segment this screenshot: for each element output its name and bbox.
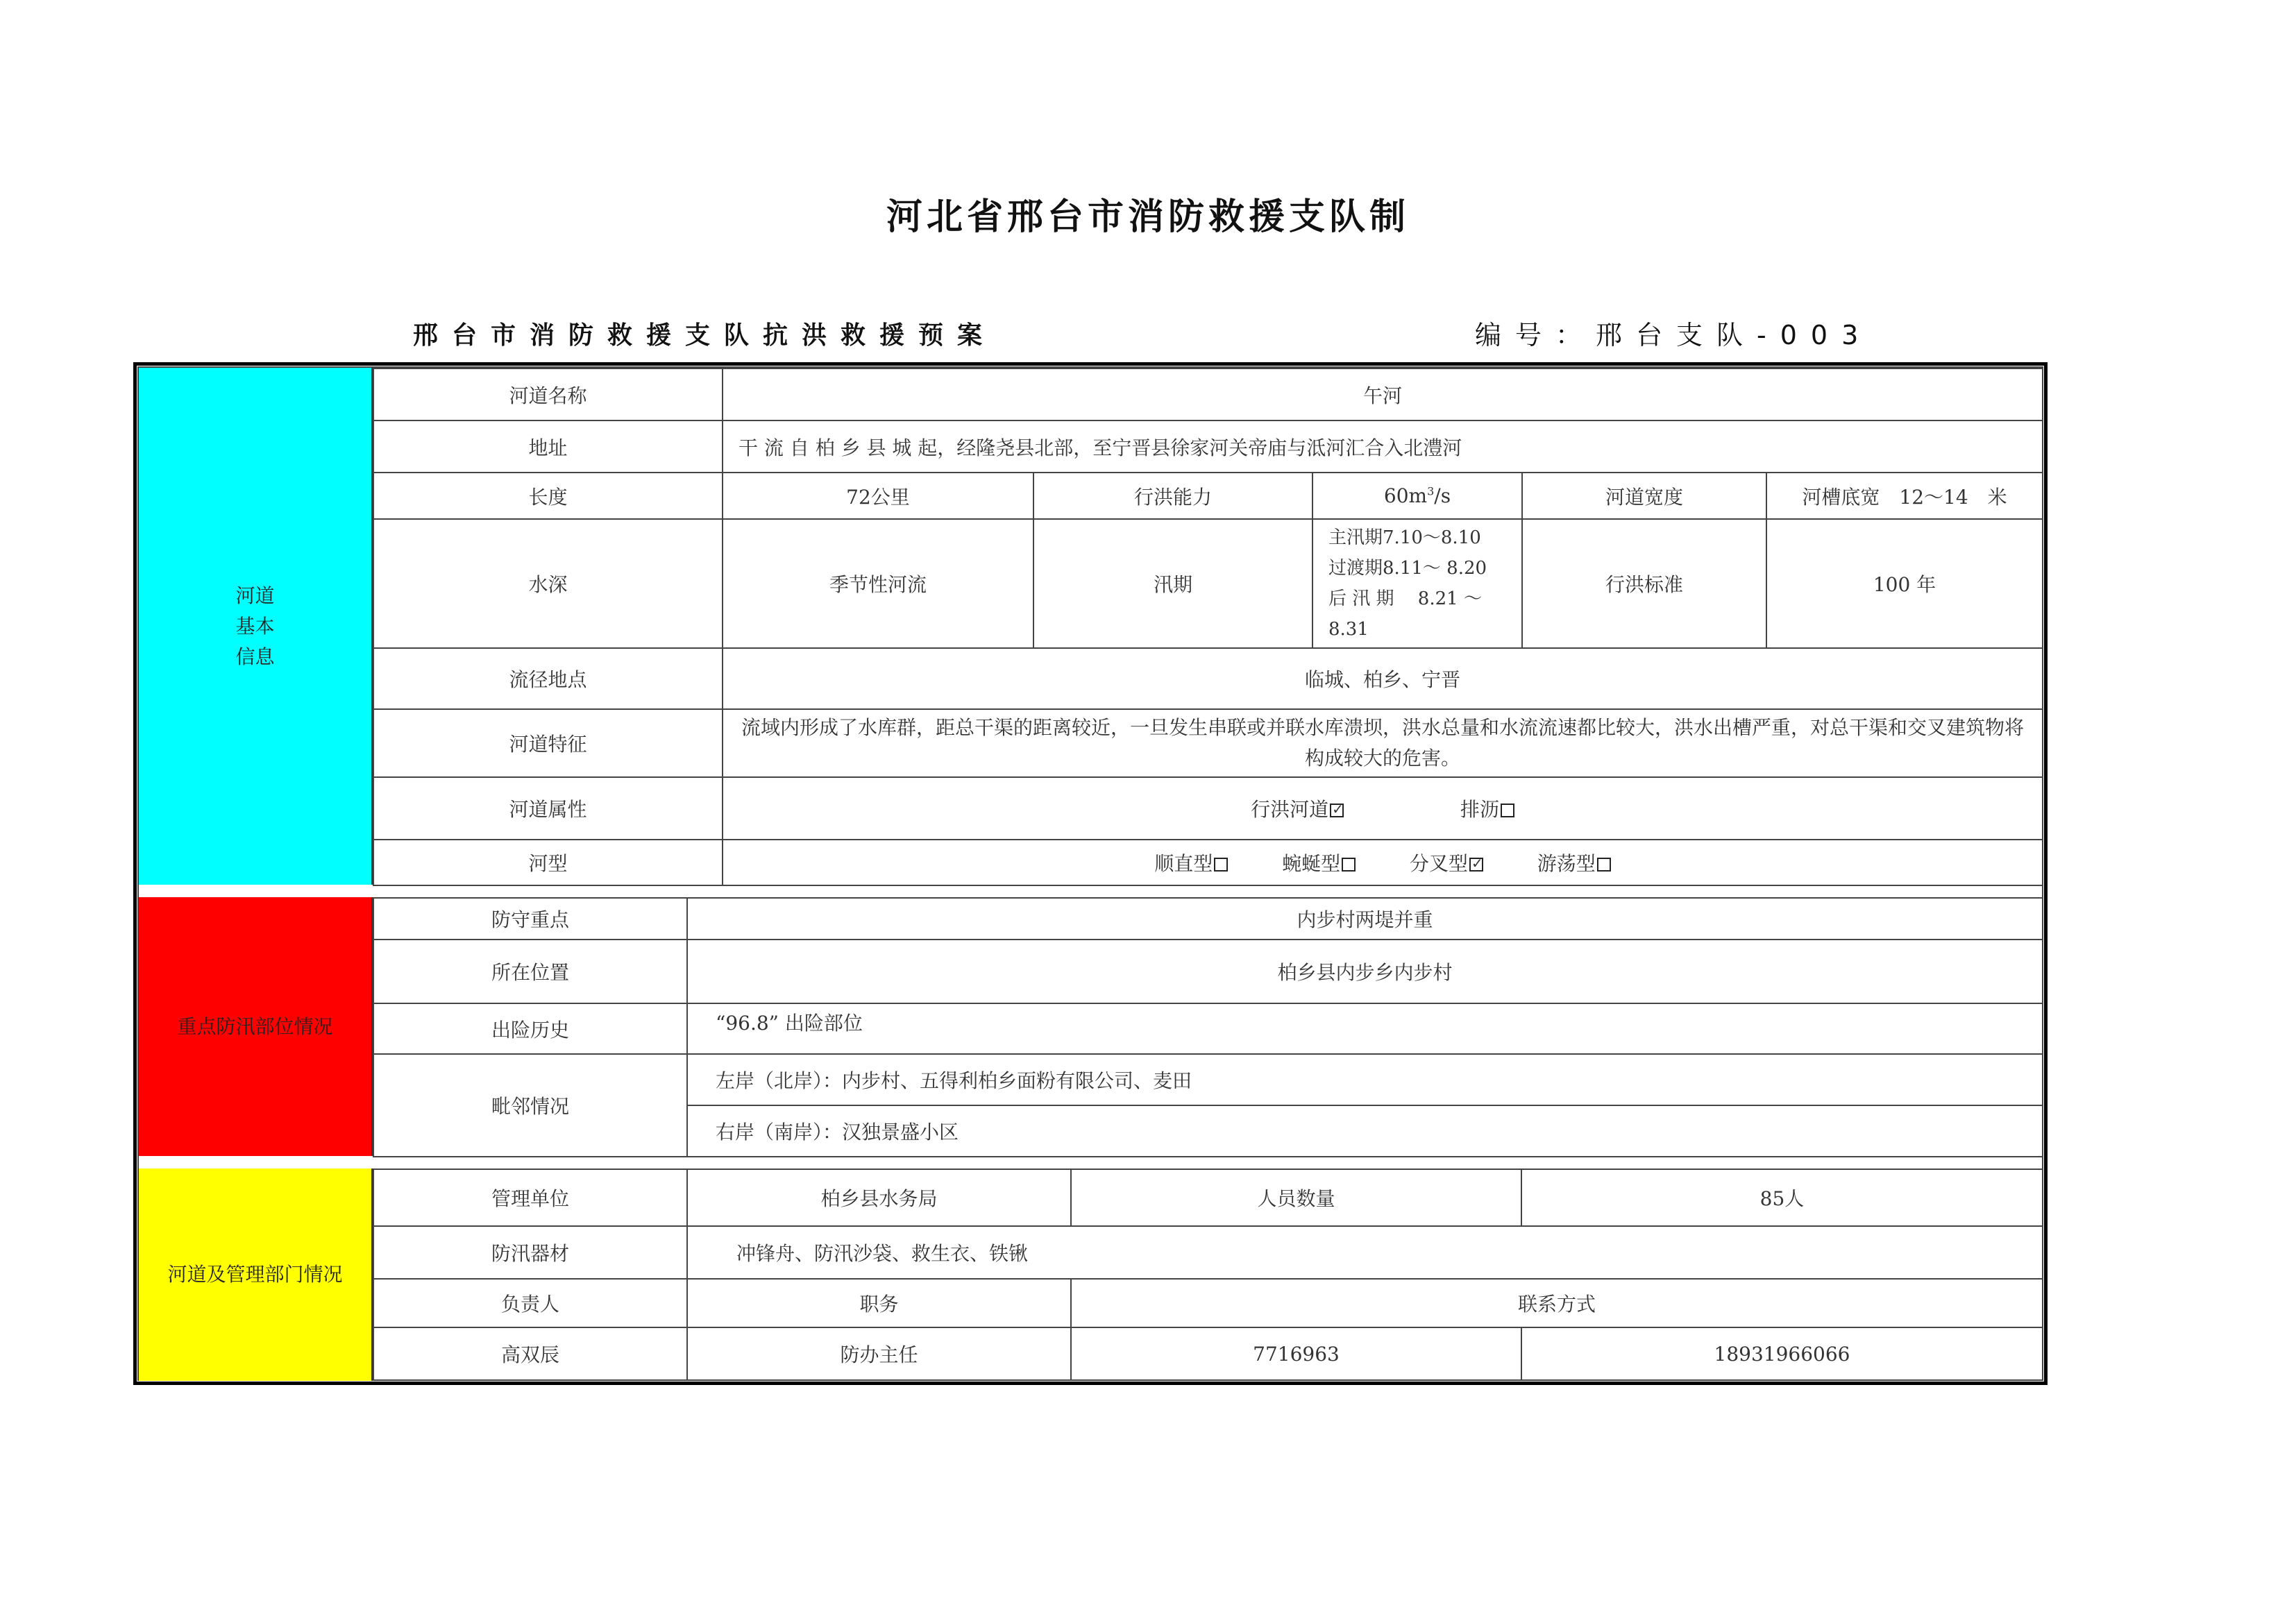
length-value: 72公里 xyxy=(723,473,1033,519)
table-row xyxy=(373,420,2043,473)
table-row xyxy=(373,777,2043,840)
equipment-label: 防汛器材 xyxy=(373,1226,687,1279)
table-row xyxy=(373,1003,2043,1054)
flood-period-value xyxy=(1312,519,1522,648)
capacity-superscript: 3 xyxy=(1427,484,1435,498)
position-label: 职务 xyxy=(687,1279,1071,1327)
capacity-value xyxy=(1312,473,1522,519)
table-row xyxy=(373,368,2043,420)
river-name-label: 河道名称 xyxy=(373,368,723,420)
flood-period-late: 后 汛 期 8.21 ～ xyxy=(1328,588,1482,609)
river-type-value xyxy=(723,840,2043,885)
attr-flood-channel-checkbox[interactable] xyxy=(1330,804,1344,817)
table-row xyxy=(373,709,2043,777)
table-row xyxy=(373,1054,2043,1105)
length-label: 长度 xyxy=(373,473,723,519)
staff-value: 85人 xyxy=(1521,1169,2043,1226)
table-row xyxy=(373,1226,2043,1279)
type-wander-checkbox[interactable] xyxy=(1597,858,1611,872)
table-row xyxy=(373,1169,2043,1226)
unit-value: 柏乡县水务局 xyxy=(687,1169,1071,1226)
phone1-value: 7716963 xyxy=(1071,1327,1521,1380)
type-straight-checkbox[interactable] xyxy=(1214,858,1228,872)
flood-period-late-end: 8.31 xyxy=(1328,619,1369,640)
contact-label: 联系方式 xyxy=(1071,1279,2043,1327)
capacity-label: 行洪能力 xyxy=(1033,473,1312,519)
type-branch-label: 分叉型 xyxy=(1409,852,1468,875)
address-value: 干 流 自 柏 乡 县 城 起，经隆尧县北部，至宁晋县徐家河关帝庙与泜河汇合入北澧河 xyxy=(723,420,2043,473)
document-title: 河北省邢台市消防救援支队制 xyxy=(886,196,1410,238)
river-basic-info-table xyxy=(373,368,2043,886)
attr-drainage-checkbox[interactable] xyxy=(1501,804,1514,817)
key-flood-sites-table xyxy=(373,897,2043,1157)
standard-label: 行洪标准 xyxy=(1522,519,1766,648)
flood-period-label: 汛期 xyxy=(1033,519,1312,648)
feature-value: 流域内形成了水库群，距总干渠的距离较近，一旦发生串联或并联水库溃坝，洪水总量和水流流速都比较大，洪水出槽严重，对总干渠和交叉建筑物将构成较大的危害。 xyxy=(723,709,2043,777)
category-basic-info-line2: 基本 xyxy=(235,614,275,638)
attr-flood-channel-label: 行洪河道 xyxy=(1251,798,1329,821)
route-label: 流径地点 xyxy=(373,648,723,709)
depth-label: 水深 xyxy=(373,519,723,648)
type-branch-checkbox[interactable] xyxy=(1469,858,1483,872)
category-basic-info xyxy=(139,368,373,885)
document-code: 编号：邢台支队-003 xyxy=(1475,320,1873,350)
attr-drainage-label: 排沥 xyxy=(1460,798,1499,821)
table-row xyxy=(373,840,2043,885)
table-row xyxy=(373,1279,2043,1327)
category-management: 河道及管理部门情况 xyxy=(139,1169,373,1381)
depth-value: 季节性河流 xyxy=(723,519,1033,648)
attr-value xyxy=(723,777,2043,840)
phone2-value: 18931966066 xyxy=(1521,1327,2043,1380)
width-value: 河槽底宽 12～14 米 xyxy=(1766,473,2043,519)
focus-value: 内步村两堤并重 xyxy=(687,898,2043,940)
type-straight-label: 顺直型 xyxy=(1154,852,1213,875)
category-key-flood-sites: 重点防汛部位情况 xyxy=(139,897,373,1156)
history-label: 出险历史 xyxy=(373,1003,687,1054)
width-label: 河道宽度 xyxy=(1522,473,1766,519)
table-row xyxy=(373,473,2043,519)
type-meander-label: 蜿蜒型 xyxy=(1282,852,1341,875)
address-label: 地址 xyxy=(373,420,723,473)
neighbor-right-value: 右岸（南岸）：汉独景盛小区 xyxy=(687,1105,2043,1157)
contact-table xyxy=(373,1278,2043,1381)
type-meander-checkbox[interactable] xyxy=(1342,858,1356,872)
flood-period-transition: 过渡期8.11～ 8.20 xyxy=(1328,558,1487,579)
management-table xyxy=(373,1169,2043,1280)
flood-period-main: 主汛期7.10～8.10 xyxy=(1328,527,1481,548)
type-wander-label: 游荡型 xyxy=(1537,852,1596,875)
staff-label: 人员数量 xyxy=(1071,1169,1521,1226)
neighbor-left-value: 左岸（北岸）：内步村、五得利柏乡面粉有限公司、麦田 xyxy=(687,1054,2043,1105)
location-value: 柏乡县内步乡内步村 xyxy=(687,940,2043,1003)
person-label: 负责人 xyxy=(373,1279,687,1327)
capacity-number: 60m xyxy=(1383,484,1428,507)
table-row xyxy=(373,1327,2043,1380)
table-row xyxy=(373,519,2043,648)
equipment-value: 冲锋舟、防汛沙袋、救生衣、铁锹 xyxy=(687,1226,2043,1279)
plan-title: 邢台市消防救援支队抗洪救援预案 xyxy=(413,321,997,350)
table-row xyxy=(373,648,2043,709)
table-row xyxy=(373,898,2043,940)
river-name-value: 午河 xyxy=(723,368,2043,420)
table-row xyxy=(373,940,2043,1003)
person-value: 高双辰 xyxy=(373,1327,687,1380)
capacity-unit: /s xyxy=(1434,484,1451,507)
category-basic-info-line1: 河道 xyxy=(235,584,275,607)
position-value: 防办主任 xyxy=(687,1327,1071,1380)
unit-label: 管理单位 xyxy=(373,1169,687,1226)
location-label: 所在位置 xyxy=(373,940,687,1003)
river-type-label: 河型 xyxy=(373,840,723,885)
route-value: 临城、柏乡、宁晋 xyxy=(723,648,2043,709)
attr-label: 河道属性 xyxy=(373,777,723,840)
neighbor-label: 毗邻情况 xyxy=(373,1054,687,1157)
feature-label: 河道特征 xyxy=(373,709,723,777)
standard-value: 100 年 xyxy=(1766,519,2043,648)
category-basic-info-line3: 信息 xyxy=(235,645,275,668)
focus-label: 防守重点 xyxy=(373,898,687,940)
history-value: “96.8” 出险部位 xyxy=(687,1003,2043,1054)
